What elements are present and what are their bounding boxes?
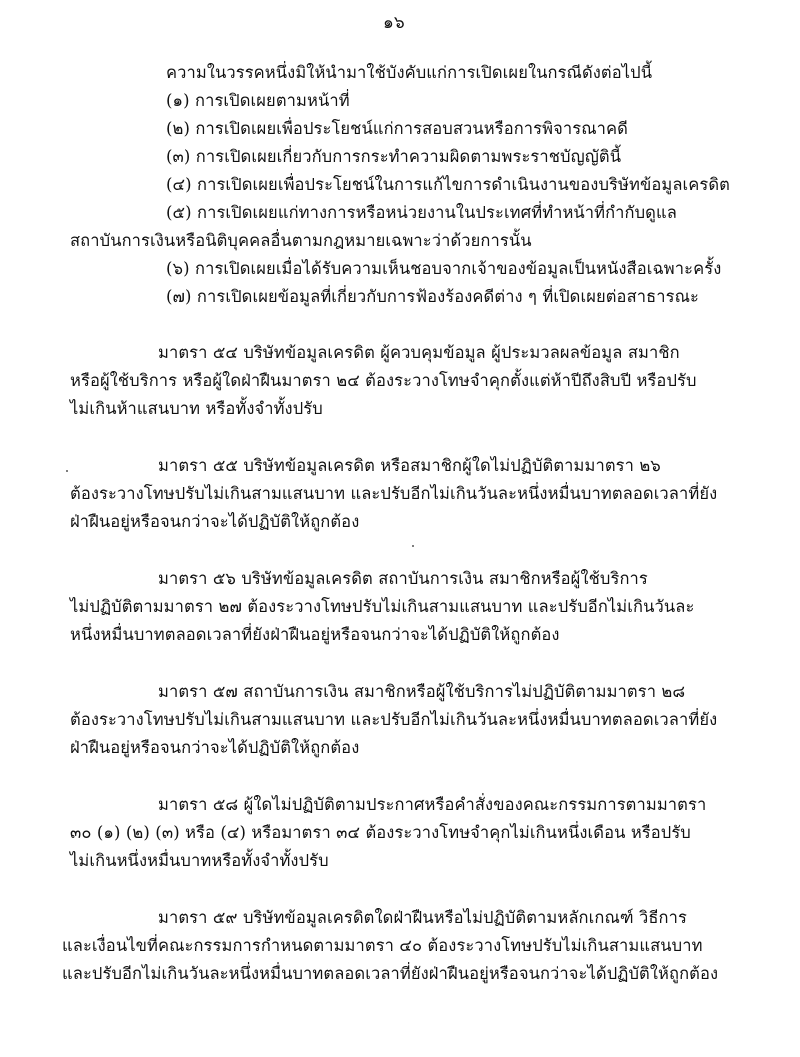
scan-speck <box>412 545 414 547</box>
list-item: (๕) การเปิดเผยแก่ทางการหรือหน่วยงานในประเทศที่ทำหน้าที่กำกับดูแล <box>166 203 677 222</box>
section-line: มาตรา ๕๖ บริษัทข้อมูลเครดิต สถาบันการเงิน สมาชิกหรือผู้ใช้บริการ <box>158 569 648 588</box>
section-line: หนึ่งหมื่นบาทตลอดเวลาที่ยังฝ่าฝืนอยู่หรือจนกว่าจะได้ปฏิบัติให้ถูกต้อง <box>70 625 560 644</box>
section-line: ไม่ปฏิบัติตามมาตรา ๒๗ ต้องระวางโทษปรับไม่เกินสามแสนบาท และปรับอีกไม่เกินวันละ <box>70 597 695 616</box>
section-line: มาตรา ๕๕ บริษัทข้อมูลเครดิต หรือสมาชิกผู้ใดไม่ปฏิบัติตามมาตรา ๒๖ <box>158 456 661 475</box>
section-line: มาตรา ๕๔ บริษัทข้อมูลเครดิต ผู้ควบคุมข้อมูล ผู้ประมวลผลข้อมูล สมาชิก <box>158 343 680 362</box>
list-item-continuation: สถาบันการเงินหรือนิติบุคคลอื่นตามกฎหมายเฉพาะว่าด้วยการนั้น <box>70 231 532 250</box>
list-item: (๓) การเปิดเผยเกี่ยวกับการกระทำความผิดตามพระราชบัญญัตินี้ <box>166 147 622 166</box>
section-line: หรือผู้ใช้บริการ หรือผู้ใดฝ่าฝืนมาตรา ๒๔ ต้องระวางโทษจำคุกตั้งแต่ห้าปีถึงสิบปี หรือปรับ <box>70 371 697 390</box>
section-line: ต้องระวางโทษปรับไม่เกินสามแสนบาท และปรับอีกไม่เกินวันละหนึ่งหมื่นบาทตลอดเวลาที่ยัง <box>70 710 718 729</box>
scan-speck <box>66 470 68 472</box>
page-number: ๑๖ <box>383 13 405 33</box>
list-item: (๗) การเปิดเผยข้อมูลที่เกี่ยวกับการฟ้องร้องคดีต่าง ๆ ที่เปิดเผยต่อสาธารณะ <box>166 287 699 306</box>
section-line: และปรับอีกไม่เกินวันละหนึ่งหมื่นบาทตลอดเวลาที่ยังฝ่าฝืนอยู่หรือจนกว่าจะได้ปฏิบัติให้ถูกต้อง <box>62 964 719 983</box>
list-item: (๑) การเปิดเผยตามหน้าที่ <box>166 91 350 110</box>
section-line: มาตรา ๕๗ สถาบันการเงิน สมาชิกหรือผู้ใช้บริการไม่ปฏิบัติตามมาตรา ๒๘ <box>158 682 686 701</box>
section-line: ไม่เกินหนึ่งหมื่นบาทหรือทั้งจำทั้งปรับ <box>70 851 329 870</box>
section-line: มาตรา ๕๘ ผู้ใดไม่ปฏิบัติตามประกาศหรือคำสั่งของคณะกรรมการตามมาตรา <box>158 795 707 814</box>
list-item: (๔) การเปิดเผยเพื่อประโยชน์ในการแก้ไขการดำเนินงานของบริษัทข้อมูลเครดิต <box>166 175 730 194</box>
list-item: (๖) การเปิดเผยเมื่อได้รับความเห็นชอบจากเจ้าของข้อมูลเป็นหนังสือเฉพาะครั้ง <box>166 259 722 278</box>
intro-paragraph: ความในวรรคหนึ่งมิให้นำมาใช้บังคับแก่การเปิดเผยในกรณีดังต่อไปนี้ <box>166 63 653 82</box>
section-line: ฝ่าฝืนอยู่หรือจนกว่าจะได้ปฏิบัติให้ถูกต้อง <box>70 738 360 757</box>
section-line: และเงื่อนไขที่คณะกรรมการกำหนดตามมาตรา ๔๐ ต้องระวางโทษปรับไม่เกินสามแสนบาท <box>62 936 703 955</box>
section-line: มาตรา ๕๙ บริษัทข้อมูลเครดิตใดฝ่าฝืนหรือไม่ปฏิบัติตามหลักเกณฑ์ วิธีการ <box>158 908 687 927</box>
section-line: ฝ่าฝืนอยู่หรือจนกว่าจะได้ปฏิบัติให้ถูกต้อง <box>70 512 360 531</box>
section-line: ๓๐ (๑) (๒) (๓) หรือ (๔) หรือมาตรา ๓๔ ต้องระวางโทษจำคุกไม่เกินหนึ่งเดือน หรือปรับ <box>70 823 691 842</box>
section-line: ต้องระวางโทษปรับไม่เกินสามแสนบาท และปรับอีกไม่เกินวันละหนึ่งหมื่นบาทตลอดเวลาที่ยัง <box>70 484 718 503</box>
list-item: (๒) การเปิดเผยเพื่อประโยชน์แก่การสอบสวนหรือการพิจารณาคดี <box>166 119 628 138</box>
section-line: ไม่เกินห้าแสนบาท หรือทั้งจำทั้งปรับ <box>70 399 323 418</box>
